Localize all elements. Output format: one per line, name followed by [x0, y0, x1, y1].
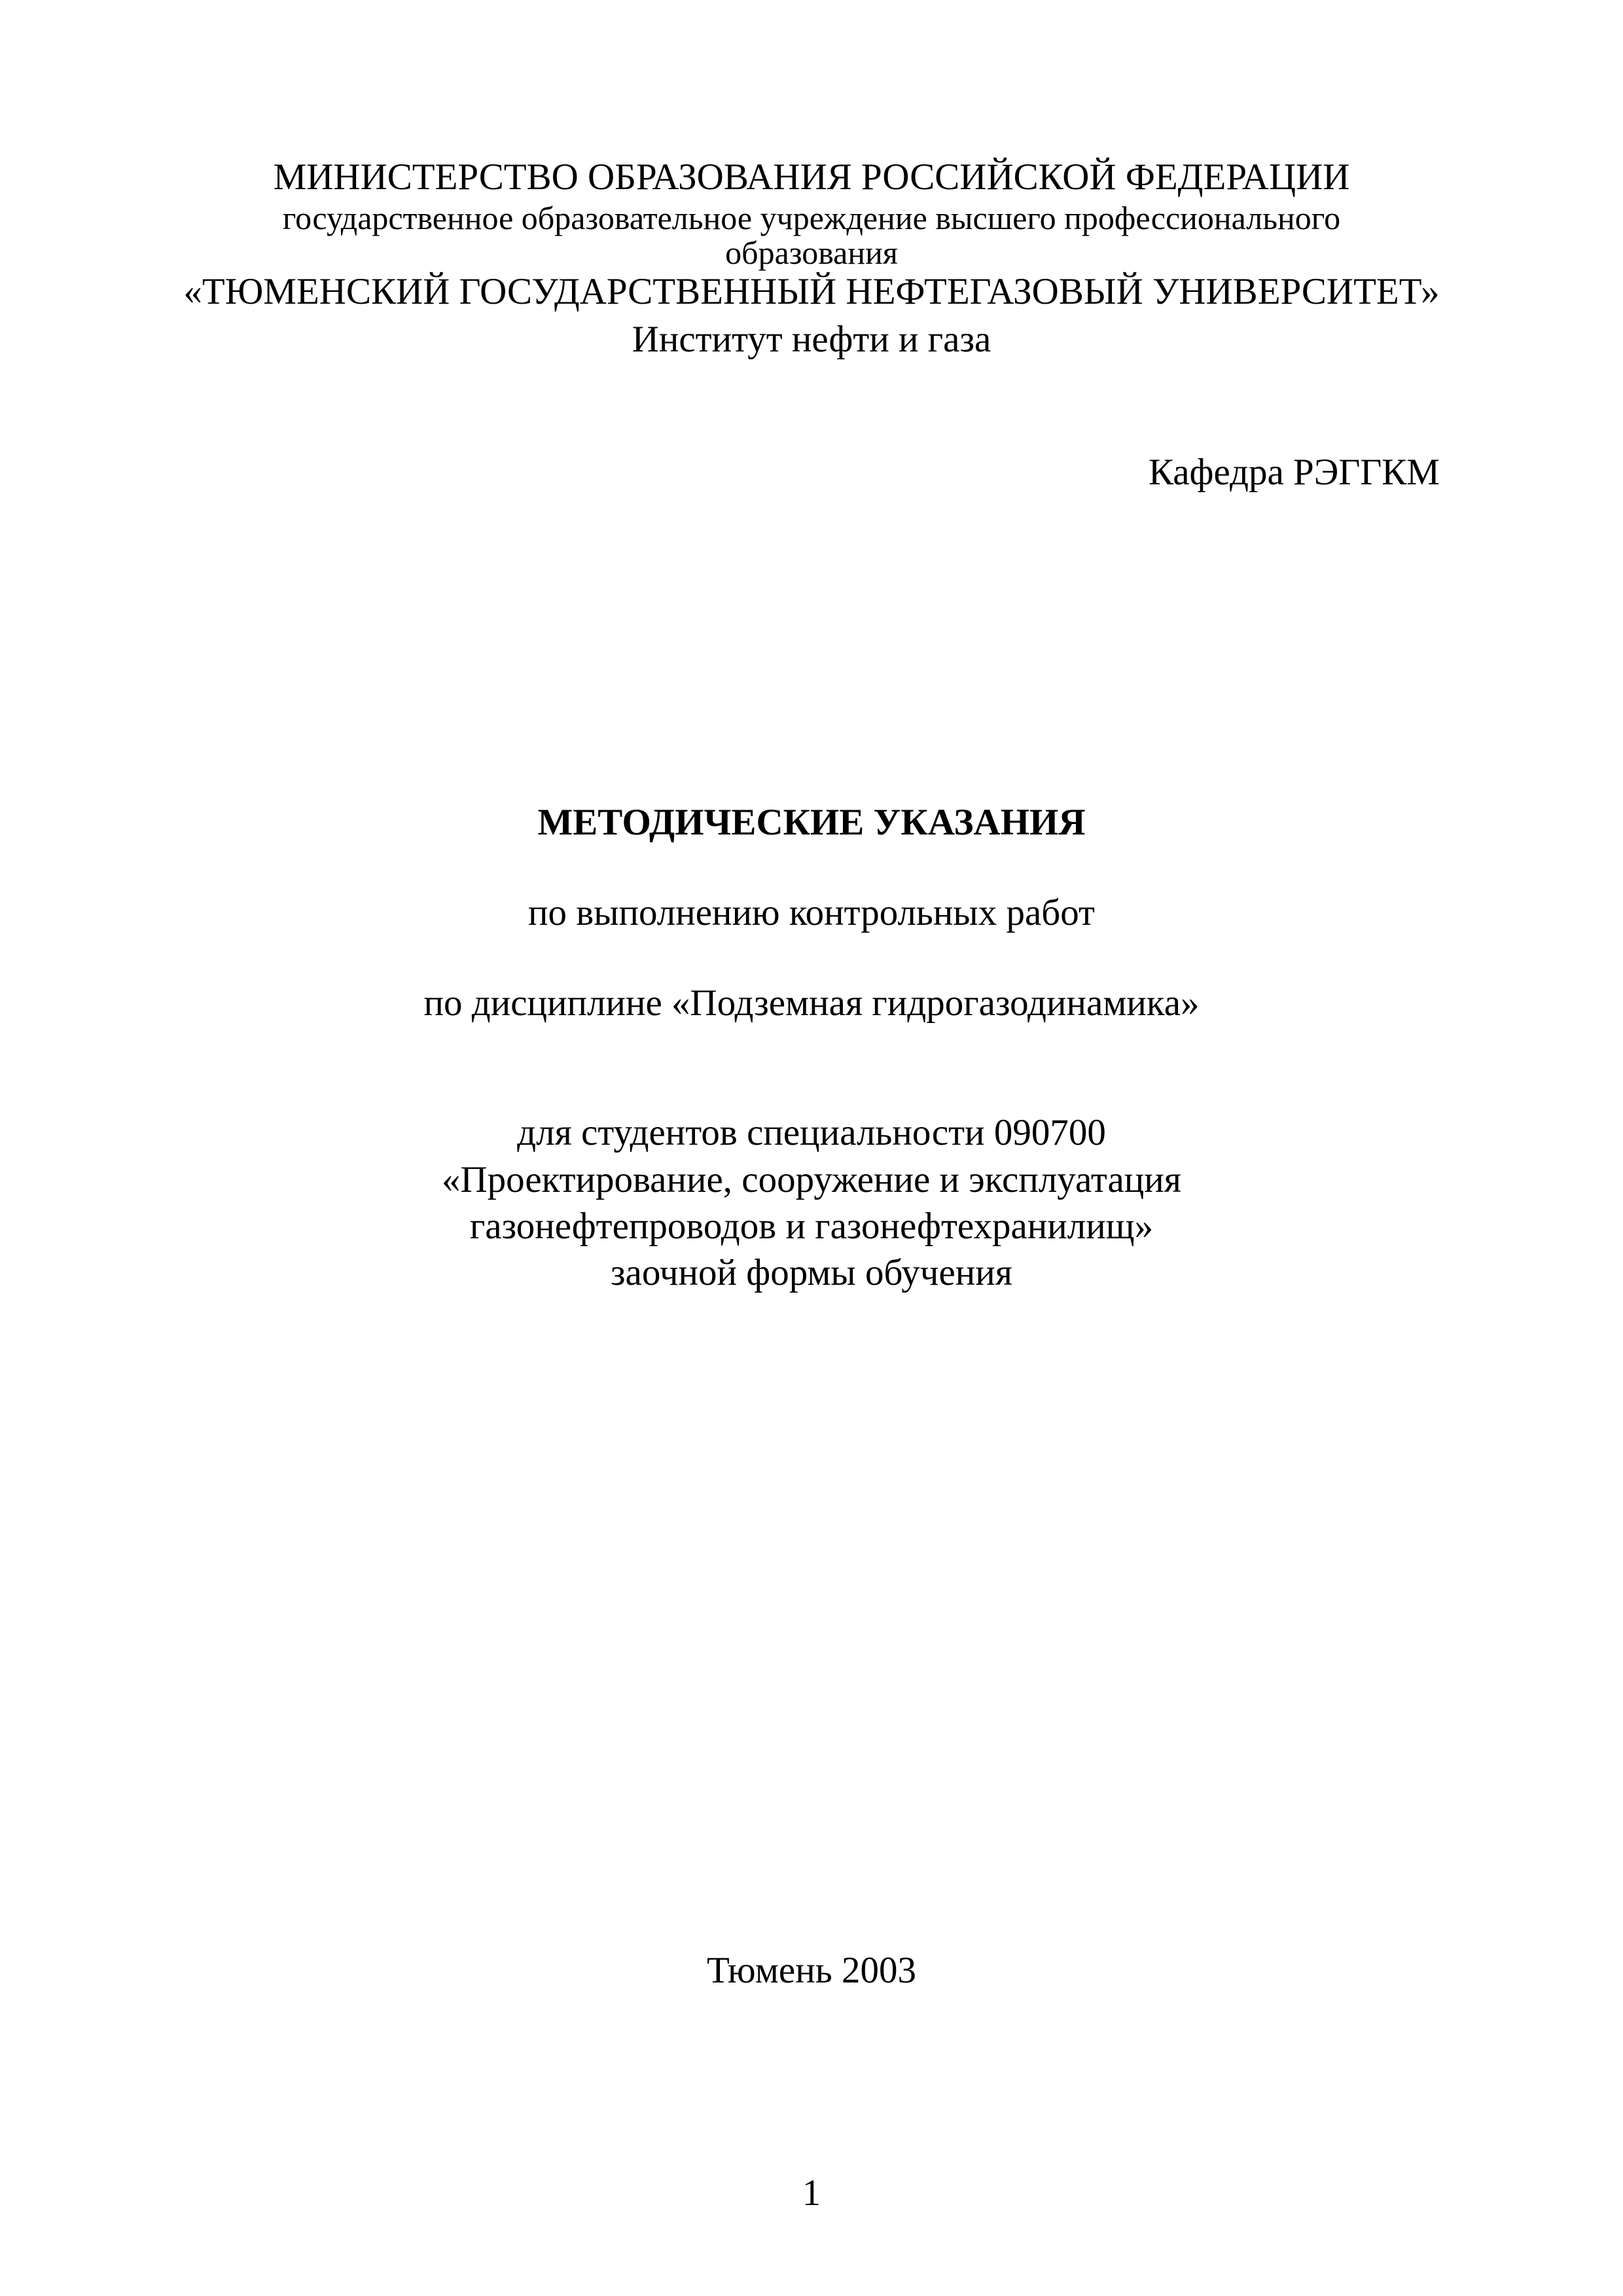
department-name: Кафедра РЭГГКМ — [1148, 452, 1440, 493]
audience-line-1: для студентов специальности 090700 — [517, 1112, 1106, 1153]
audience-line-4: заочной формы обучения — [611, 1252, 1012, 1293]
audience-line-2: «Проектирование, сооружение и эксплуатация — [441, 1159, 1181, 1200]
document-title: МЕТОДИЧЕСКИЕ УКАЗАНИЯ — [537, 802, 1086, 843]
audience-line-3: газонефтепроводов и газонефтехранилищ» — [469, 1206, 1154, 1247]
city-year: Тюмень 2003 — [707, 1950, 916, 1991]
document-subtitle-2: по дисциплине «Подземная гидрогазодинамика» — [423, 982, 1200, 1024]
ministry-heading: МИНИСТЕРСТВО ОБРАЗОВАНИЯ РОССИЙСКОЙ ФЕДЕРАЦИИ — [273, 156, 1350, 198]
institute-name: Институт нефти и газа — [632, 319, 991, 360]
document-subtitle-1: по выполнению контрольных работ — [528, 892, 1095, 933]
university-name: «ТЮМЕНСКИЙ ГОСУДАРСТВЕННЫЙ НЕФТЕГАЗОВЫЙ УНИВЕРСИТЕТ» — [183, 271, 1440, 312]
institution-type-line-1: государственное образовательное учреждение высшего профессионального — [282, 200, 1341, 236]
institution-type-line-2: образования — [725, 234, 898, 271]
page-number: 1 — [802, 2172, 821, 2214]
